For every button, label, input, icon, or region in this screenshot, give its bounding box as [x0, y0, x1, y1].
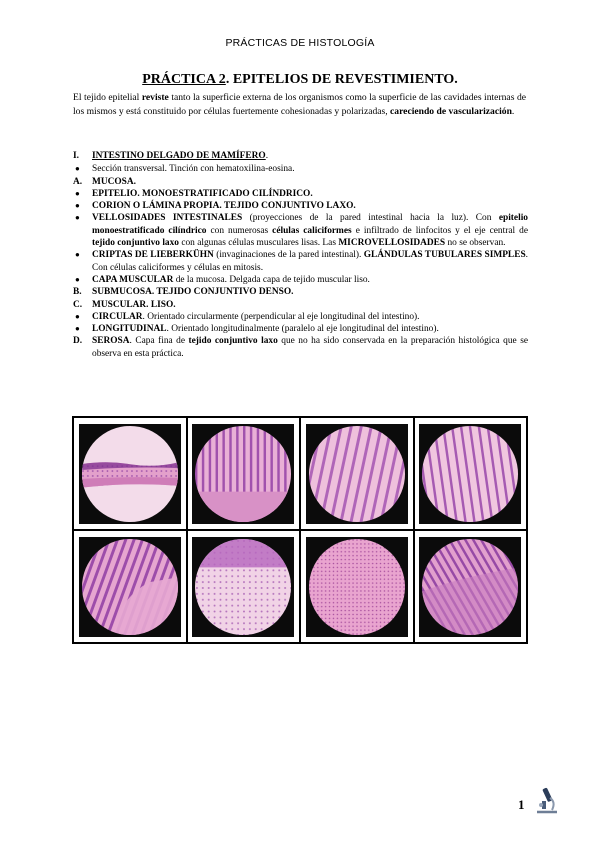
list-item [73, 188, 528, 200]
letter-marker: D. [73, 336, 83, 347]
micrograph-image [421, 425, 519, 523]
list-item [73, 323, 528, 335]
bullet-icon: ● [75, 188, 80, 198]
micrograph-image [308, 425, 406, 523]
intro-text: . [511, 106, 515, 117]
item-text: SUBMUCOSA. TEJIDO CONJUNTIVO DENSO. [92, 287, 294, 298]
item-text: CIRCULAR. Orientado circularmente (perpendicular al eje longitudinal del intestino). [92, 311, 420, 322]
bullet-icon: ● [75, 274, 80, 284]
list-item [73, 176, 528, 188]
section-title: INTESTINO DELGADO DE MAMÍFERO [92, 151, 266, 161]
micrograph-image [81, 425, 179, 523]
roman-marker: I. [73, 151, 79, 161]
letter-marker: B. [73, 287, 82, 298]
page-header: PRÁCTICAS DE HISTOLOGÍA [225, 37, 375, 49]
micrograph-image [194, 425, 292, 523]
letter-marker: A. [73, 176, 83, 187]
item-text: EPITELIO. MONOESTRATIFICADO CILÍNDRICO. [92, 188, 313, 199]
micrograph-image [308, 538, 406, 636]
intro-bold: careciendo de vascularización [390, 106, 512, 117]
list-item [73, 200, 528, 212]
intro-text: El tejido epitelial [73, 92, 142, 103]
intro-bold: reviste [141, 92, 169, 103]
list-item [73, 249, 528, 274]
microscope-icon [532, 785, 562, 820]
list-item [73, 311, 528, 323]
list-item [73, 150, 528, 162]
micrograph-grid [72, 416, 528, 644]
intro-paragraph [73, 91, 526, 119]
micrograph-cell [187, 417, 301, 530]
micrograph-cell [73, 530, 187, 643]
letter-marker: C. [73, 299, 83, 310]
title-prefix: PRÁCTICA 2 [142, 72, 226, 87]
micrograph-image [81, 538, 179, 636]
list-item [73, 163, 528, 175]
section-list [73, 150, 528, 360]
micrograph-cell [300, 417, 414, 530]
title-rest: . EPITELIOS DE REVESTIMIENTO. [225, 72, 458, 87]
micrograph-cell [414, 530, 528, 643]
micrograph-cell [73, 417, 187, 530]
item-text: MUCOSA. [92, 176, 137, 187]
bullet-icon: ● [75, 311, 80, 321]
item-text: CAPA MUSCULAR de la mucosa. Delgada capa de tejido muscular liso. [92, 274, 370, 285]
bullet-icon: ● [75, 164, 80, 174]
micrograph-image [194, 538, 292, 636]
item-text: MUSCULAR. LISO. [92, 299, 176, 310]
list-item [73, 286, 528, 298]
list-item [73, 212, 528, 249]
list-item [73, 299, 528, 311]
item-text: VELLOSIDADES INTESTINALES (proyecciones de la pared intestinal hacia la luz). Con epitelio monoestratificado cilíndrico con numerosas células caliciformes e infiltrado de linfocitos y el eje central de tejido conjuntivo laxo con algunas células musculares lisas. Las MICROVELLOSIDADES no se observan. [92, 213, 528, 249]
list-item [73, 274, 528, 286]
micrograph-image [421, 538, 519, 636]
page-number: 1 [518, 797, 525, 812]
item-text: Sección transversal. Tinción con hematoxilina-eosina. [92, 164, 295, 175]
bullet-icon: ● [75, 250, 80, 260]
list-item [73, 335, 528, 360]
micrograph-cell [300, 530, 414, 643]
bullet-icon: ● [75, 324, 80, 334]
intro-text: tanto la superficie externa de los organismos como la superficie de las cavidades internas de los mismos y está constituido por células fuertemente cohesionadas y polarizadas, [73, 92, 526, 117]
bullet-icon: ● [75, 213, 80, 223]
item-text: SEROSA. Capa fina de tejido conjuntivo laxo que no ha sido conservada en la preparación histológica que se observa en esta práctica. [92, 336, 528, 359]
section-title-dot: . [265, 151, 269, 161]
item-text: LONGITUDINAL. Orientado longitudinalmente (paralelo al eje longitudinal del intestino). [92, 324, 439, 335]
page-title [0, 72, 600, 88]
item-text: CORION O LÁMINA PROPIA. TEJIDO CONJUNTIVO LAXO. [92, 201, 356, 212]
item-text: CRIPTAS DE LIEBERKÜHN (invaginaciones de la pared intestinal). GLÁNDULAS TUBULARES SIMPLES. Con células caliciformes y células en mitosis. [92, 250, 528, 273]
micrograph-cell [187, 530, 301, 643]
bullet-icon: ● [75, 201, 80, 211]
micrograph-cell [414, 417, 528, 530]
